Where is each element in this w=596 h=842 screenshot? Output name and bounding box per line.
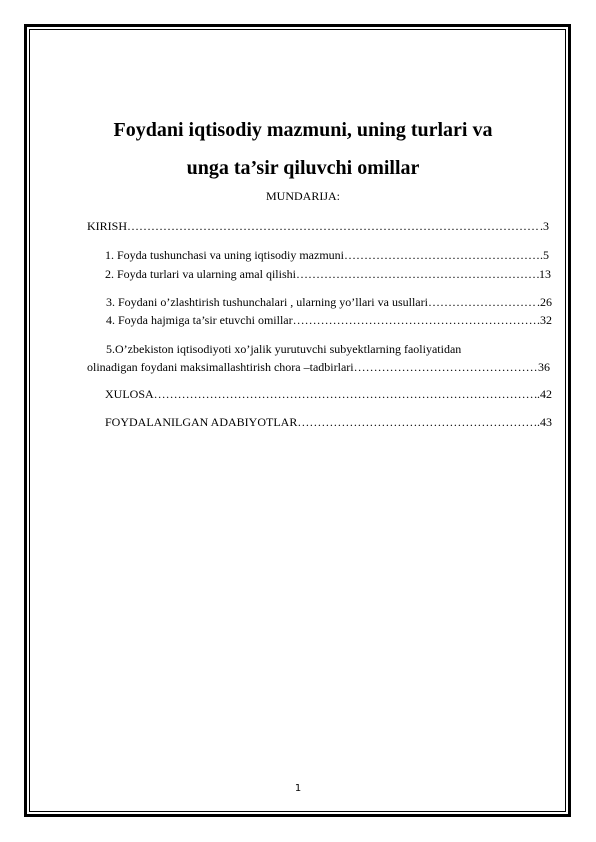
toc-leader-dots [293,313,537,327]
document-title-line-1: Foydani iqtisodiy mazmuni, uning turlari va [113,119,493,141]
toc-entry-page: .26 [537,295,552,309]
toc-entry-5-line-2 [87,360,550,374]
toc-entry-page: .43 [537,415,552,429]
toc-entry-2 [105,267,551,281]
toc-entry-intro [87,219,549,233]
toc-entry-page: .5 [540,248,549,262]
toc-entry-references [105,415,552,429]
toc-entry-page: .32 [537,313,552,327]
page-number: 1 [294,783,302,794]
toc-leader-dots [296,267,539,281]
toc-leader-dots [344,248,540,262]
toc-entry-conclusion [105,387,552,401]
toc-entry-3 [106,295,552,309]
toc-entry-label: 2. Foyda turlari va ularning amal qilishi [105,267,296,281]
toc-entry-4 [106,313,552,327]
toc-entry-label: XULOSA [105,387,154,401]
toc-entry-label: olinadigan foydani maksimallashtirish chora –tadbirlari [87,360,354,374]
toc-entry-page: .42 [537,387,552,401]
toc-entry-label: 3. Foydani o’zlashtirish tushunchalari , ularning yo’llari va usullari [106,295,428,309]
toc-heading: MUNDARIJA: [265,189,340,203]
toc-entry-page: .3 [540,219,549,233]
toc-leader-dots [297,415,537,429]
document-title-line-2: unga ta’sir qiluvchi omillar [186,157,420,179]
toc-leader-dots [428,295,537,309]
toc-entry-5-line-1: 5.O’zbekiston iqtisodiyoti xo’jalik yurutuvchi subyektlarning faoliyatidan [106,342,462,356]
toc-leader-dots [354,360,538,374]
toc-entry-page: 13 [539,267,551,281]
toc-entry-1 [105,248,549,262]
toc-leader-dots [127,219,540,233]
toc-entry-label: KIRISH [87,219,128,233]
toc-entry-label: 1. Foyda tushunchasi va uning iqtisodiy mazmuni [105,248,344,262]
toc-entry-page: 36 [538,360,550,374]
toc-entry-label: 4. Foyda hajmiga ta’sir etuvchi omillar [106,313,293,327]
toc-entry-label: FOYDALANILGAN ADABIYOTLAR [105,415,298,429]
toc-leader-dots [154,387,537,401]
